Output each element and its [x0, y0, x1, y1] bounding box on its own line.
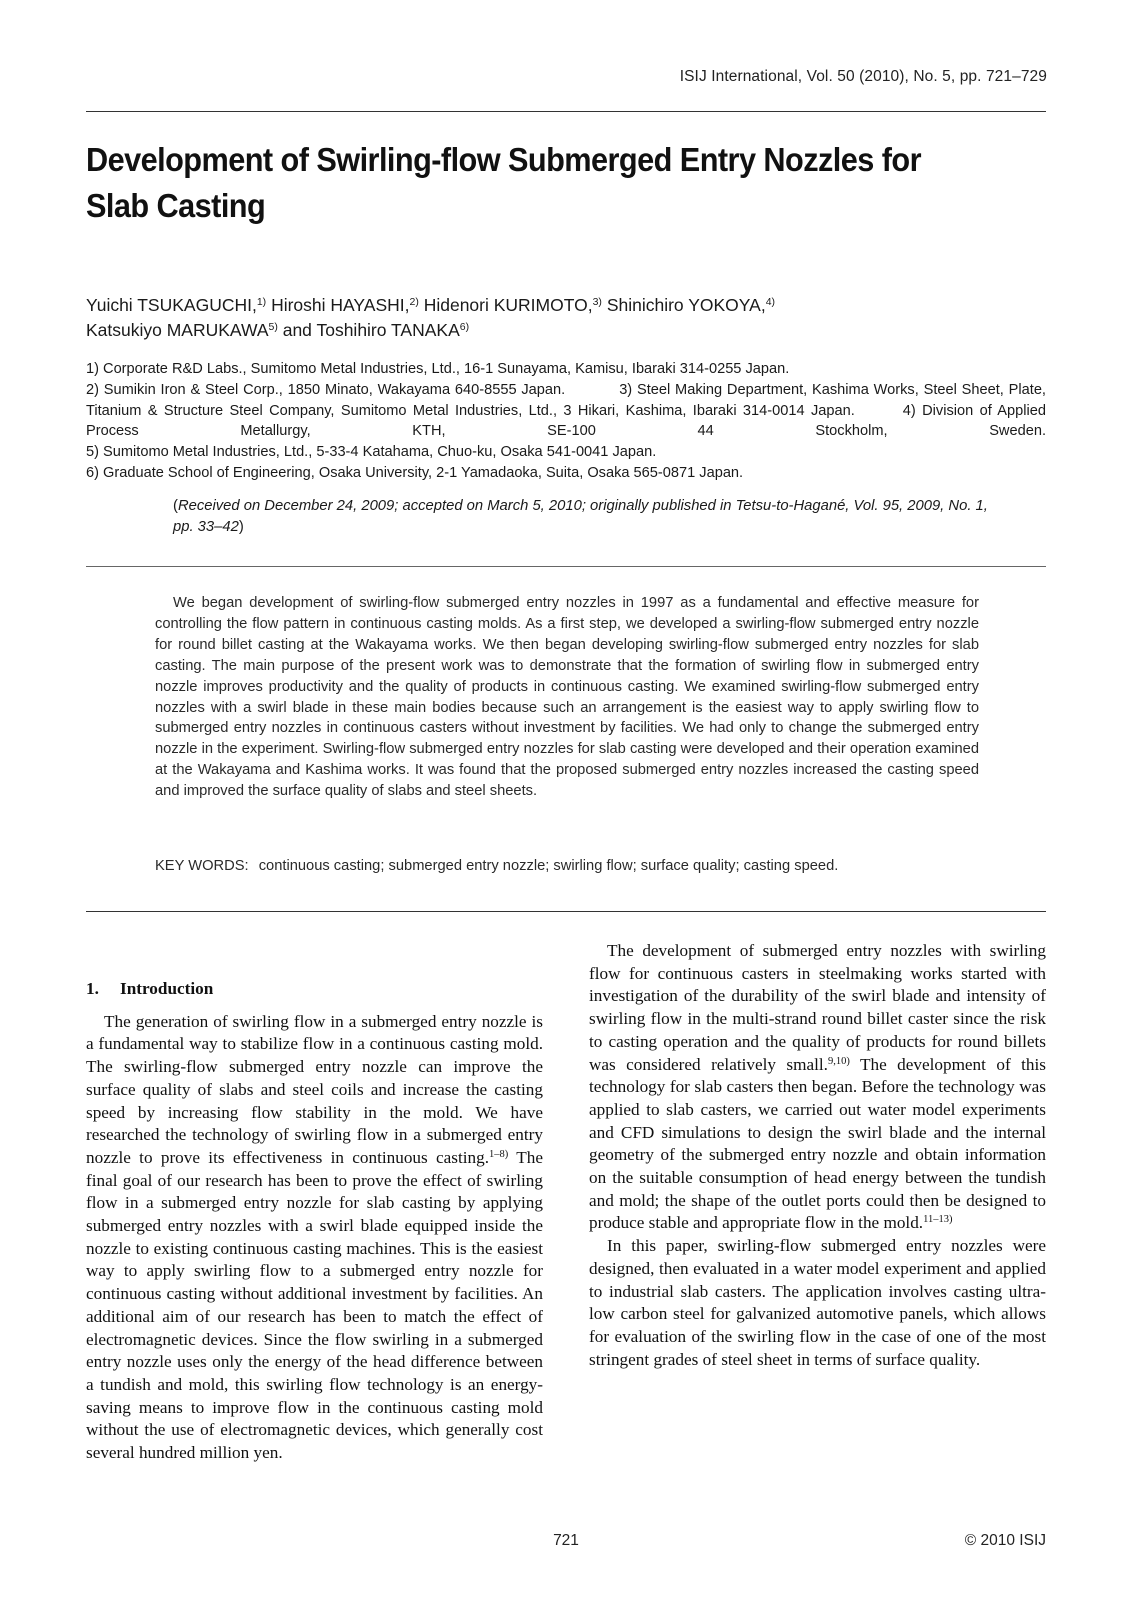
- received-dates: (Received on December 24, 2009; accepted on March 5, 2010; originally published in Tetsu-to-Hagané, Vol. 95, 2009, No. 1, pp. 33–42): [173, 498, 988, 535]
- keywords-text: continuous casting; submerged entry nozzle; swirling flow; surface quality; casting speed.: [258, 858, 839, 874]
- section-title: Introduction: [120, 979, 214, 998]
- affiliation-group: [86, 380, 1046, 442]
- body-column-left: [86, 961, 543, 1465]
- affiliation-list: [86, 359, 1046, 484]
- keywords: [155, 856, 979, 877]
- header-rule: [86, 111, 1046, 112]
- affiliation: 6) Graduate School of Engineering, Osaka University, 2-1 Yamadaoka, Suita, Osaka 565-0871 Japan.: [86, 464, 744, 481]
- body-column-right: [589, 940, 1046, 1371]
- body-paragraph: In this paper, swirling-flow submerged entry nozzles were designed, then evaluated in a water model experiment and applied to industrial slab casters. The application involves casting ultra-low carbon steel for galvanized automotive panels, which allows for evaluation of the swirling flow in the case of one of the most stringent grades of steel sheet in terms of surface quality.: [589, 1236, 1046, 1369]
- author-list: [86, 293, 1046, 343]
- author-name: and Toshihiro TANAKA: [282, 320, 460, 340]
- author-name: Katsukiyo MARUKAWA: [86, 320, 269, 340]
- author-affil-marker: 5): [268, 321, 278, 333]
- body-paragraph: The development of submerged entry nozzles with swirling flow for continuous casters in steelmaking works started with investigation of the durability of the swirl blade and intensity of swirling flow in the multi-strand round billet caster since the risk to casting operation and the quality of products for round billets was considered relatively small.$^{9,10)}$ The development of this technology for slab casters then began. Before the technology was applied to slab casters, we carried out water model experiments and CFD simulations to design the swirl blade and the internal geometry of the submerged entry nozzle and obtain information on the suitable consumption of head energy between the tundish and mold; the shape of the outlet ports could then be designed to produce stable and appropriate flow in the mold.$^{11-13)}$: [589, 941, 1046, 1233]
- affiliation: 3) Steel Making Department, Kashima Works, Steel Sheet, Plate, Titanium & Structure Steel Company, Sumitomo Metal Industries, Ltd., 3 Hikari, Kashima, Ibaraki 314-0014 Japan.: [86, 381, 1046, 419]
- author-name: Hidenori KURIMOTO,: [423, 295, 593, 315]
- paper-title: Development of Swirling-flow Submerged Entry Nozzles for Slab Casting: [86, 141, 921, 224]
- author-name: Hiroshi HAYASHI,: [271, 295, 410, 315]
- copyright-notice: © 2010 ISIJ: [964, 1532, 1046, 1549]
- keywords-label: KEY WORDS:: [155, 858, 249, 874]
- journal-citation: ISIJ International, Vol. 50 (2010), No. 5, pp. 721–729: [679, 68, 1047, 85]
- abstract: We began development of swirling-flow submerged entry nozzles in 1997 as a fundamental and effective measure for controlling the flow pattern in continuous casting molds. As a first step, we developed a swirling-flow submerged entry nozzle for round billet casting at the Wakayama works. We then began developing swirling-flow submerged entry nozzles for slab casting. The main purpose of the present work was to demonstrate that the formation of swirling flow in submerged entry nozzle improves productivity and the quality of products in continuous casting. We examined swirling-flow submerged entry nozzles with a swirl blade in these main bodies because such an arrangement is the easiest way to apply swirling flow to submerged entry nozzles in continuous casters without investment by facilities. We had only to change the submerged entry nozzle in the experiment. Swirling-flow submerged entry nozzles for slab casting were developed and their operation examined at the Wakayama and Kashima works. It was found that the proposed submerged entry nozzles increased the casting speed and improved the surface quality of slabs and steel sheets.: [155, 595, 979, 800]
- affiliation: 1) Corporate R&D Labs., Sumitomo Metal Industries, Ltd., 16-1 Sunayama, Kamisu, Ibaraki 314-0255 Japan.: [86, 361, 790, 377]
- body-paragraph: The generation of swirling flow in a submerged entry nozzle is a fundamental way to stabilize flow in a continuous casting mold. The swirling-flow submerged entry nozzle can improve the surface quality of slabs and steel coils and increase the casting speed by increasing flow stability in the mold. We have researched the technology of swirling flow in a submerged entry nozzle to prove its effectiveness in continuous casting.$^{1-8)}$ The final goal of our research has been to prove the effect of swirling flow in a submerged entry nozzle for slab casting by applying submerged entry nozzles with a swirl blade equipped inside the nozzle to existing continuous casting machines. This is the easiest way to apply swirling flow to a submerged entry nozzle for continuous casting without additional investment by facilities. An additional aim of our research has been to match the effect of electromagnetic devices. Since the flow swirling in a submerged entry nozzle uses only the energy of the head difference between a tundish and mold, this swirling flow technology is an energy-saving means to improve flow in the continuous casting mold without the use of electromagnetic devices, which generally cost several hundred million yen.: [86, 1011, 543, 1463]
- affiliation: 4) Division of Applied Process Metallurgy, KTH, SE-100 44 Stockholm, Sweden.: [86, 402, 1046, 440]
- author-affil-marker: 2): [409, 296, 419, 308]
- citation-ref: 9,10): [827, 1055, 850, 1067]
- citation-ref: 1–8): [489, 1148, 509, 1160]
- author-affil-marker: 1): [256, 296, 267, 308]
- author-affil-marker: 4): [765, 296, 776, 308]
- section-heading: [86, 978, 543, 1001]
- received-text: Received on December 24, 2009; accepted on March 5, 2010; originally published in Tetsu-to-Hagané, Vol. 95, 2009, No. 1, pp. 33–42: [173, 498, 988, 535]
- section-number: 1.: [86, 979, 99, 998]
- citation-ref: 11–13): [923, 1214, 953, 1226]
- author-affil-marker: 6): [459, 321, 470, 333]
- author-affil-marker: 3): [592, 296, 602, 308]
- author-name: Shinichiro YOKOYA,: [606, 295, 766, 315]
- affiliation: 2) Sumikin Iron & Steel Corp., 1850 Minato, Wakayama 640-8555 Japan.: [86, 381, 566, 398]
- affiliation: 5) Sumitomo Metal Industries, Ltd., 5-33-4 Katahama, Chuo-ku, Osaka 541-0041 Japan.: [86, 444, 657, 461]
- author-name: Yuichi TSUKAGUCHI,: [86, 295, 257, 315]
- page-number: 721: [553, 1532, 579, 1549]
- abstract-top-rule: [86, 566, 1046, 567]
- abstract-bottom-rule: [86, 911, 1046, 912]
